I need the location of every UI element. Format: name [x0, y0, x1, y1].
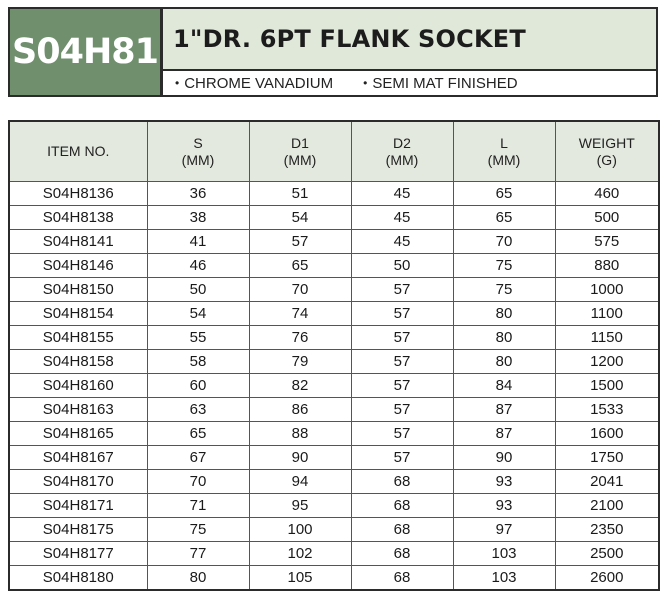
s-cell: 71: [147, 494, 249, 518]
table-row: [9, 446, 659, 470]
l-cell: 80: [453, 302, 555, 326]
l-cell: 90: [453, 446, 555, 470]
column-header-item-no: ITEM NO.: [9, 121, 147, 182]
bullet-icon: •: [363, 76, 368, 90]
d1-cell: 79: [249, 350, 351, 374]
l-cell: 75: [453, 278, 555, 302]
feature-list: [163, 71, 656, 95]
table-row: [9, 206, 659, 230]
l-cell: 80: [453, 350, 555, 374]
l-cell: 80: [453, 326, 555, 350]
d2-cell: 68: [351, 542, 453, 566]
s-cell: 50: [147, 278, 249, 302]
d1-cell: 65: [249, 254, 351, 278]
feature-label: SEMI MAT FINISHED: [372, 74, 518, 92]
table-row: [9, 422, 659, 446]
d2-cell: 57: [351, 302, 453, 326]
item-no-cell: S04H8177: [9, 542, 147, 566]
s-cell: 67: [147, 446, 249, 470]
l-cell: 87: [453, 422, 555, 446]
item-no-cell: S04H8154: [9, 302, 147, 326]
weight-cell: 460: [555, 182, 659, 206]
table-header-row: [9, 121, 659, 182]
d1-cell: 94: [249, 470, 351, 494]
l-cell: 97: [453, 518, 555, 542]
item-no-cell: S04H8160: [9, 374, 147, 398]
weight-cell: 1000: [555, 278, 659, 302]
item-no-cell: S04H8165: [9, 422, 147, 446]
weight-cell: 1533: [555, 398, 659, 422]
table-row: [9, 518, 659, 542]
weight-cell: 2041: [555, 470, 659, 494]
d2-cell: 68: [351, 470, 453, 494]
s-cell: 77: [147, 542, 249, 566]
d2-cell: 68: [351, 494, 453, 518]
product-title: 1"DR. 6PT FLANK SOCKET: [173, 25, 526, 53]
l-cell: 103: [453, 542, 555, 566]
table-row: [9, 350, 659, 374]
product-code: S04H81: [12, 32, 158, 72]
s-cell: 75: [147, 518, 249, 542]
s-cell: 63: [147, 398, 249, 422]
d2-cell: 57: [351, 278, 453, 302]
d1-cell: 86: [249, 398, 351, 422]
d1-cell: 88: [249, 422, 351, 446]
l-cell: 70: [453, 230, 555, 254]
d2-cell: 57: [351, 350, 453, 374]
feature-label: CHROME VANADIUM: [184, 74, 334, 92]
s-cell: 46: [147, 254, 249, 278]
d1-cell: 76: [249, 326, 351, 350]
d1-cell: 54: [249, 206, 351, 230]
table-body: [9, 182, 659, 591]
item-no-cell: S04H8175: [9, 518, 147, 542]
table-row: [9, 326, 659, 350]
d2-cell: 45: [351, 230, 453, 254]
table-row: [9, 542, 659, 566]
table-row: [9, 230, 659, 254]
s-cell: 41: [147, 230, 249, 254]
table-row: [9, 566, 659, 591]
weight-cell: 500: [555, 206, 659, 230]
d2-cell: 68: [351, 518, 453, 542]
column-header-l: L (MM): [453, 121, 555, 182]
table-row: [9, 494, 659, 518]
weight-cell: 2600: [555, 566, 659, 591]
weight-cell: 2500: [555, 542, 659, 566]
d1-cell: 74: [249, 302, 351, 326]
column-header-weight: WEIGHT (G): [555, 121, 659, 182]
d2-cell: 57: [351, 398, 453, 422]
d1-cell: 105: [249, 566, 351, 591]
s-cell: 80: [147, 566, 249, 591]
s-cell: 60: [147, 374, 249, 398]
weight-cell: 880: [555, 254, 659, 278]
item-no-cell: S04H8158: [9, 350, 147, 374]
item-no-cell: S04H8163: [9, 398, 147, 422]
weight-cell: 1600: [555, 422, 659, 446]
weight-cell: 2350: [555, 518, 659, 542]
d2-cell: 45: [351, 182, 453, 206]
d2-cell: 57: [351, 446, 453, 470]
item-no-cell: S04H8167: [9, 446, 147, 470]
item-no-cell: S04H8150: [9, 278, 147, 302]
d1-cell: 70: [249, 278, 351, 302]
weight-cell: 1150: [555, 326, 659, 350]
item-no-cell: S04H8180: [9, 566, 147, 591]
column-header-d1: D1 (MM): [249, 121, 351, 182]
s-cell: 58: [147, 350, 249, 374]
feature-item: [175, 75, 333, 92]
table-row: [9, 374, 659, 398]
d1-cell: 57: [249, 230, 351, 254]
item-no-cell: S04H8155: [9, 326, 147, 350]
l-cell: 65: [453, 206, 555, 230]
l-cell: 93: [453, 470, 555, 494]
item-no-cell: S04H8146: [9, 254, 147, 278]
item-no-cell: S04H8170: [9, 470, 147, 494]
title-band: [163, 9, 656, 71]
table-row: [9, 254, 659, 278]
d1-cell: 51: [249, 182, 351, 206]
column-header-d2: D2 (MM): [351, 121, 453, 182]
item-no-cell: S04H8136: [9, 182, 147, 206]
item-no-cell: S04H8138: [9, 206, 147, 230]
item-no-cell: S04H8141: [9, 230, 147, 254]
s-cell: 65: [147, 422, 249, 446]
title-area: [163, 9, 656, 95]
table-row: [9, 278, 659, 302]
weight-cell: 2100: [555, 494, 659, 518]
d2-cell: 57: [351, 374, 453, 398]
weight-cell: 1200: [555, 350, 659, 374]
spec-table: [8, 120, 660, 591]
d1-cell: 100: [249, 518, 351, 542]
d2-cell: 68: [351, 566, 453, 591]
product-header: [8, 7, 658, 97]
s-cell: 70: [147, 470, 249, 494]
weight-cell: 575: [555, 230, 659, 254]
column-header-s: S (MM): [147, 121, 249, 182]
d1-cell: 102: [249, 542, 351, 566]
item-no-cell: S04H8171: [9, 494, 147, 518]
l-cell: 93: [453, 494, 555, 518]
d1-cell: 95: [249, 494, 351, 518]
s-cell: 36: [147, 182, 249, 206]
d2-cell: 57: [351, 422, 453, 446]
l-cell: 75: [453, 254, 555, 278]
weight-cell: 1500: [555, 374, 659, 398]
l-cell: 103: [453, 566, 555, 591]
s-cell: 54: [147, 302, 249, 326]
d2-cell: 50: [351, 254, 453, 278]
table-row: [9, 182, 659, 206]
product-code-box: [10, 9, 163, 95]
l-cell: 65: [453, 182, 555, 206]
l-cell: 84: [453, 374, 555, 398]
l-cell: 87: [453, 398, 555, 422]
table-row: [9, 470, 659, 494]
weight-cell: 1100: [555, 302, 659, 326]
s-cell: 55: [147, 326, 249, 350]
weight-cell: 1750: [555, 446, 659, 470]
bullet-icon: •: [175, 76, 180, 90]
d2-cell: 57: [351, 326, 453, 350]
feature-item: [363, 75, 518, 92]
d1-cell: 82: [249, 374, 351, 398]
table-row: [9, 302, 659, 326]
d2-cell: 45: [351, 206, 453, 230]
d1-cell: 90: [249, 446, 351, 470]
table-row: [9, 398, 659, 422]
s-cell: 38: [147, 206, 249, 230]
